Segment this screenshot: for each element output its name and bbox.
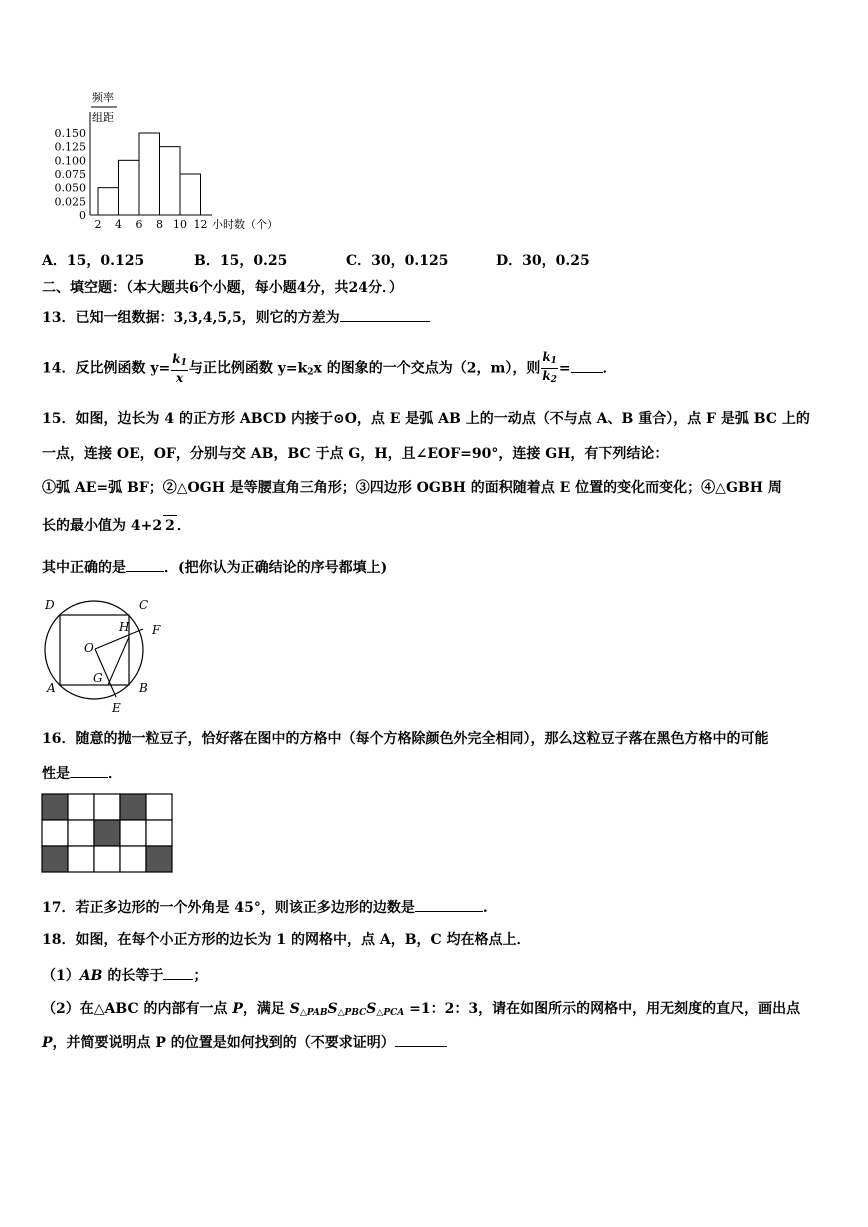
q18-s1: S	[289, 1001, 300, 1017]
histogram	[40, 86, 300, 236]
q15-line-5	[42, 557, 387, 578]
q13-text: 13．已知一组数据：3,3,4,5,5，则它的方差为	[42, 310, 340, 326]
q15-sqrt	[163, 515, 177, 536]
q14-prefix: 14．反比例函数 y=	[42, 360, 171, 377]
q14-k1b-sub: 1	[550, 356, 557, 366]
x-tick-label: 12	[193, 218, 208, 231]
q18-p-1: P	[232, 1001, 243, 1017]
label-e: E	[112, 701, 121, 715]
option-c: C．30，0.125	[346, 253, 449, 269]
dark-cell	[94, 820, 120, 846]
q14-middle: 与正比例函数 y=k	[188, 360, 308, 377]
q16-grid	[41, 793, 173, 873]
white-cell	[94, 794, 120, 820]
q15-line4-post: ．	[176, 518, 191, 534]
q15-line-4	[42, 515, 191, 536]
histogram-y-ticks	[55, 127, 87, 222]
dark-cell	[42, 794, 68, 820]
label-c: C	[139, 598, 149, 612]
dark-cell	[42, 846, 68, 872]
q18-line2-pre: （1）	[42, 968, 80, 984]
x-tick-label: 4	[115, 218, 122, 231]
bar-10-12	[180, 174, 201, 215]
q14-frac-k1-k2	[541, 350, 558, 387]
bar-2-4	[98, 188, 119, 215]
q18-line-2	[42, 965, 207, 986]
y-tick-label: 0.100	[54, 154, 86, 168]
segment-gh	[108, 637, 129, 685]
q15-line5-post: ．(把你认为正确结论的序号都填上)	[164, 560, 388, 576]
q15-line5-text: 其中正确的是	[42, 560, 126, 576]
question-14: 14．反比例函数 y= $\frac{k1}{x}$ 与正比例函数 y=k2x 的图象的一个交点为（2，m），则 $\frac{k1}{k2}$ = ．	[42, 350, 617, 385]
q18-s3-sub: △PCA	[376, 1008, 405, 1018]
histogram-x-ticks	[95, 218, 208, 231]
y-label-top: 频率	[92, 91, 114, 104]
q16-line-2	[42, 763, 122, 784]
q18-line-3	[42, 999, 800, 1023]
q18-line-1: 18．如图，在每个小正方形的边长为 1 的网格中，点 A，B，C 均在格点上．	[42, 932, 531, 948]
q15-figure	[40, 594, 180, 718]
q14-k2-sub: 2	[307, 367, 314, 378]
q14-x: x	[175, 371, 184, 385]
label-g: G	[93, 671, 103, 685]
q14-k1: k	[172, 352, 181, 366]
q18-line2-post: 的长等于	[102, 968, 164, 984]
white-cell	[42, 820, 68, 846]
q14-middle2: x 的图象的一个交点为（2，m），则	[313, 360, 541, 377]
q14-frac-k1-x	[171, 352, 188, 385]
q18-line4-text: ，并简要说明点 P 的位置是如何找到的（不要求证明）	[52, 1035, 395, 1051]
q16-line2-text: 性是	[42, 766, 70, 782]
q18-line2-end: ；	[193, 968, 208, 984]
label-o: O	[84, 641, 94, 655]
white-cell	[146, 794, 172, 820]
question-17	[42, 897, 488, 918]
q14-blank	[571, 358, 603, 373]
x-tick-label: 2	[94, 218, 102, 231]
q18-blank-2	[395, 1032, 447, 1047]
q15-line4-pre: 长的最小值为 4+2	[42, 518, 163, 534]
section-2-heading: 二、填空题：（本大题共6个小题，每小题4分，共24分．）	[42, 280, 403, 296]
q14-k2: k	[542, 369, 551, 383]
label-f: F	[152, 623, 161, 637]
white-cell	[94, 846, 120, 872]
q16-line2-post: ．	[108, 766, 122, 782]
q17-blank	[415, 897, 483, 912]
q15-line-3: ①弧 AE=弧 BF；②△OGH 是等腰直角三角形；③四边形 OGBH 的面积随着点 E 位置的变化而变化；④△GBH 周	[42, 480, 782, 496]
y-label-bottom: 组距	[92, 111, 114, 124]
q18-s3: S	[366, 1001, 377, 1017]
q16-blank	[70, 763, 108, 778]
q14-k1b: k	[542, 350, 551, 364]
white-cell	[146, 820, 172, 846]
q15-line-1: 15．如图，边长为 4 的正方形 ABCD 内接于⊙O，点 E 是弧 AB 上的一动点（不与点 A、B 重合），点 F 是弧 BC 上的	[42, 411, 810, 427]
x-tick-label: 6	[135, 218, 143, 231]
label-b: B	[139, 681, 148, 695]
q18-line3-pre: （2）在△ABC 的内部有一点	[42, 1001, 233, 1017]
white-cell	[120, 820, 146, 846]
question-13	[42, 307, 430, 328]
q18-line3-mid: ，满足	[242, 1001, 290, 1017]
q18-line-4	[42, 1032, 447, 1053]
y-tick-label: 0.125	[54, 140, 86, 154]
white-cell	[68, 820, 94, 846]
q14-k2b-sub: 2	[550, 375, 557, 385]
q18-ab: AB	[79, 968, 103, 984]
q14-suffix: =	[558, 360, 571, 377]
label-d: D	[45, 598, 55, 612]
q17-post: .	[482, 900, 488, 916]
q15-blank	[126, 557, 164, 572]
q18-p-2: P	[42, 1035, 53, 1051]
x-tick-label: 8	[156, 218, 163, 231]
white-cell	[68, 794, 94, 820]
y-tick-label: 0.050	[54, 181, 86, 195]
dark-cell	[146, 846, 172, 872]
dark-cell	[120, 794, 146, 820]
white-cell	[68, 846, 94, 872]
bar-8-10	[160, 147, 181, 215]
label-h: H	[119, 620, 130, 634]
q15-root: 2	[165, 518, 175, 534]
y-tick-label: 0.150	[54, 127, 86, 140]
q18-line3-post: =1：2：3，请在如图所示的网格中，用无刻度的直尺，画出点	[404, 1001, 801, 1017]
q14-k1-sub: 1	[180, 358, 187, 368]
label-a: A	[47, 681, 56, 695]
q17-text: 17．若正多边形的一个外角是 45°，则该正多边形的边数是	[42, 900, 415, 916]
bar-4-6	[119, 160, 140, 215]
q18-s2: S	[327, 1001, 338, 1017]
q18-s1-sub: △PAB	[299, 1008, 328, 1018]
q18-blank-1	[163, 965, 193, 980]
x-axis-label: 小时数（个）	[212, 218, 278, 231]
x-tick-label: 10	[173, 218, 187, 231]
bar-6-8	[139, 133, 160, 215]
q18-s2-sub: △PBC	[337, 1008, 367, 1018]
white-cell	[120, 846, 146, 872]
option-b: B．15，0.25	[194, 253, 288, 269]
option-d: D．30，0.25	[496, 253, 590, 269]
histogram-bars	[98, 133, 201, 215]
q15-line-2: 一点，连接 OE，OF，分别与交 AB，BC 于点 G，H，且∠EOF=90°，连接 GH，有下列结论：	[42, 446, 669, 462]
q13-blank	[340, 307, 430, 322]
y-tick-label: 0.025	[54, 195, 86, 209]
q16-line-1: 16．随意的抛一粒豆子，恰好落在图中的方格中（每个方格除颜色外完全相同），那么这粒豆子落在黑色方格中的可能	[42, 731, 769, 747]
y-tick-label: 0	[79, 209, 86, 222]
option-a: A．15，0.125	[42, 253, 145, 269]
y-tick-label: 0.075	[54, 168, 86, 181]
